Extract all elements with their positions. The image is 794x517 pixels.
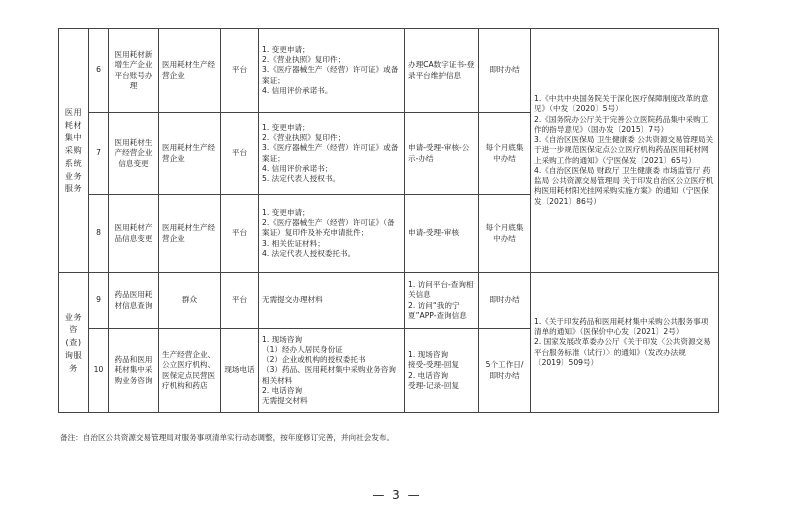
time-limit: 每个月底集中办结: [479, 113, 531, 195]
materials: [259, 329, 405, 413]
basis-line: 3.《自治区医保局 卫生健康委 公共资源交易管理局关于进一步规范医保定点公立医疗机构药品医用耗材网上采购工作的通知》（宁医保发〔2021〕65号）: [534, 135, 714, 165]
material-line: 2.《营业执照》复印件；: [262, 133, 346, 142]
process-line: 2. 电话咨询: [408, 370, 449, 380]
material-line: （1）经办人居民身份证: [262, 344, 343, 354]
material-line: 1. 变更申请；: [262, 44, 310, 54]
materials: [259, 273, 405, 329]
basis-line: 2. 国家发展改革委办公厅《关于印发〈公共资源交易平台服务标准（试行）〉的通知》（发改办法规〔2019〕509号）: [534, 337, 711, 367]
item-name: 医用耗材生产经营企业信息变更: [109, 113, 159, 195]
material-line: 3.《医疗器械生产（经营）许可证》或备案证；: [262, 65, 399, 85]
page-number: — 3 —: [372, 488, 422, 502]
service-target: 医用耗材生产经营企业: [159, 195, 221, 273]
row-number: 7: [89, 113, 109, 195]
material-line: 1. 现场咨询: [262, 334, 303, 344]
process-line: 受理-记录-回复: [408, 380, 460, 390]
basis-line: 2.《国务院办公厅关于完善公立医院药品集中采购工作的指导意见》（国办发〔2015〕7号）: [534, 114, 709, 134]
service-target: 医用耗材生产经营企业: [159, 29, 221, 113]
process: [405, 273, 479, 329]
time-limit: 每个月底集中办结: [479, 195, 531, 273]
material-line: 1. 变更申请；: [262, 207, 310, 217]
material-line: 3. 相关佐证材料；: [262, 238, 325, 248]
item-name: 药品和医用耗材集中采购业务咨询: [109, 329, 159, 413]
time-limit: 即时办结: [479, 273, 531, 329]
row-number: 9: [89, 273, 109, 329]
time-limit: 5个工作日/即时办结: [479, 329, 531, 413]
footnote: 备注：自治区公共资源交易管理局对服务事项清单实行动态调整，按年度修订完善，并向社会发布。: [60, 433, 395, 442]
row-number: 6: [89, 29, 109, 113]
material-line: 2.《医疗器械生产（经营）许可证》（备案证）复印件及补充申请批件；: [262, 218, 395, 238]
material-line: 2.《营业执照》复印件；: [262, 55, 346, 65]
table-row: [59, 273, 719, 329]
legal-basis: [531, 29, 719, 273]
legal-basis: [531, 273, 719, 413]
process: 办理CA数字证书-登录平台维护信息: [405, 29, 479, 113]
category-label: 医用耗材集中采购系统业务服务: [64, 107, 83, 194]
process-line: 1. 访问平台-查询相关信息: [408, 280, 474, 300]
process: [405, 329, 479, 413]
table-row: [59, 29, 719, 113]
material-line: 3.《医疗器械生产（经营）许可证》或备案证；: [262, 143, 399, 163]
item-name: 医用耗材新增生产企业平台账号办理: [109, 29, 159, 113]
material-line: 4. 信用评价承诺书。: [262, 85, 333, 95]
materials: [259, 195, 405, 273]
basis-line: 1.《关于印发药品和医用耗材集中采购公共服务事项清单的通知》（医保价中心发〔2021〕2号）: [534, 316, 709, 337]
channel: 平台: [221, 195, 259, 273]
material-line: 1. 变更申请；: [262, 122, 310, 132]
material-line: 4. 信用评价承诺书；: [262, 163, 333, 173]
process-line: 接受-受理-回复: [408, 360, 460, 370]
process-line: 1. 现场咨询: [408, 350, 449, 359]
service-target: 生产经营企业、公立医疗机构、医保定点民营医疗机构和药店: [159, 329, 221, 413]
row-number: 8: [89, 195, 109, 273]
channel: 平台: [221, 273, 259, 329]
material-line: 无需提交办理材料: [262, 295, 323, 305]
basis-line: 4.《自治区医保局 财政厅 卫生健康委 市场监管厅 药监局 公共资源交易管理局 关于印发自治区公立医疗机构医用耗材阳光挂网采购实施方案》的通知（宁医保发〔2021〕86号）: [534, 165, 714, 206]
service-target: 医用耗材生产经营企业: [159, 113, 221, 195]
material-line: （3）药品、医用耗材集中采购业务咨询相关材料: [262, 365, 396, 385]
materials: [259, 113, 405, 195]
category-cell: [59, 29, 89, 273]
row-number: 10: [89, 329, 109, 413]
service-target: 群众: [159, 273, 221, 329]
service-table: [58, 28, 719, 413]
category-label: 业务咨(查)询服务: [64, 311, 83, 373]
material-line: 2. 电话咨询: [262, 385, 303, 395]
process: 申请-受理-审核: [405, 195, 479, 273]
channel: 平台: [221, 113, 259, 195]
material-line: 4. 法定代表人授权委托书。: [262, 248, 356, 258]
material-line: 5. 法定代表人授权书。: [262, 174, 341, 183]
basis-line: 1.《中共中央国务院关于深化医疗保障制度改革的意见》（中发〔2020〕5号）: [534, 94, 709, 114]
process: 申请-受理-审核-公示-办结: [405, 113, 479, 195]
material-line: 无需提交材料: [262, 396, 308, 406]
category-cell: [59, 273, 89, 413]
material-line: （2）企业或机构的授权委托书: [262, 355, 366, 365]
channel: 现场电话: [221, 329, 259, 413]
item-name: 药品医用耗材信息查询: [109, 273, 159, 329]
time-limit: 即时办结: [479, 29, 531, 113]
process-line: 2. 访问“我的宁夏”APP-查询信息: [408, 300, 467, 320]
item-name: 医用耗材产品信息变更: [109, 195, 159, 273]
channel: 平台: [221, 29, 259, 113]
materials: [259, 29, 405, 113]
